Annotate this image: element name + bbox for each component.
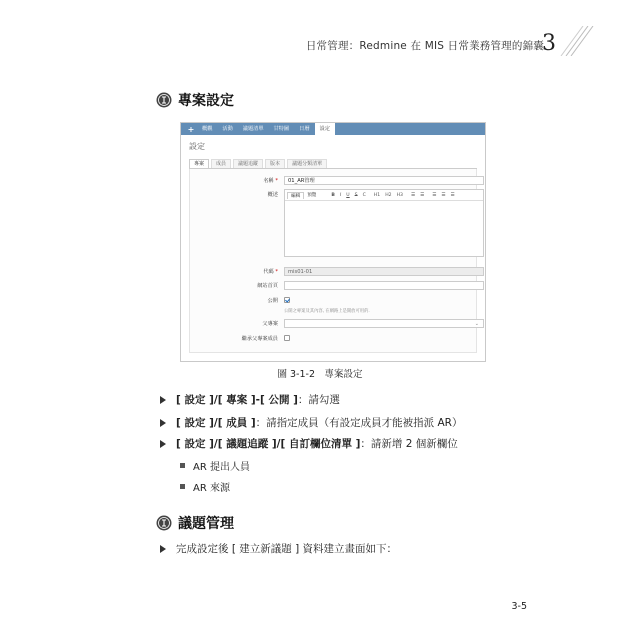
parent-project-select[interactable] [284,319,484,328]
public-hint: 公開之專案及其內容, 在網路上是開放可用的. [284,309,370,314]
section-heading-issue-management [156,513,234,533]
table-button[interactable]: ☰ [450,192,455,198]
description-editor[interactable] [284,189,484,257]
section-title: 議題管理 [178,516,234,532]
project-form [189,169,477,353]
parent-project-label: 父專案 [262,321,278,327]
bullet-item: 完成設定後 [ 建立新議題 ] 資料建立畫面如下： [160,541,397,556]
subtab-members[interactable]: 成員 [211,159,231,168]
tab-gantt[interactable]: 甘特圖 [273,126,290,132]
public-label: 公開 [267,298,278,304]
homepage-label: 網站首頁 [257,283,278,289]
section-heading-project-settings [156,90,234,110]
tab-settings[interactable]: 設定 [315,123,335,135]
h2-button[interactable]: H2 [385,192,392,198]
identifier-label: 代碼 * [263,269,278,275]
project-menu-bar [181,123,485,135]
settings-title: 設定 [189,142,205,151]
italic-button[interactable]: I [339,192,342,198]
ol-button[interactable]: ☰ [420,192,425,198]
triangle-bullet-icon [160,545,166,553]
subtab-versions[interactable]: 版本 [265,159,285,168]
h1-button[interactable]: H1 [373,192,381,198]
editor-toolbar [285,190,483,201]
strike-button[interactable]: S [354,192,358,198]
sub-bullet-item: AR 提出人員 [180,458,250,473]
triangle-bullet-icon [160,419,166,427]
inherit-members-checkbox[interactable] [284,335,290,341]
identifier-input: mis01-01 [284,267,484,276]
tab-calendar[interactable]: 日曆 [299,126,310,132]
triangle-bullet-icon [160,440,166,448]
chapter-number: 3 [542,31,556,56]
editor-tab-preview[interactable]: 預覽 [307,193,317,198]
tip-badge-icon [156,515,172,531]
settings-content [181,135,485,357]
triangle-bullet-icon [160,396,166,404]
bold-button[interactable]: B [331,192,335,198]
page-number: 3-5 [511,601,527,612]
bullet-item: [ 設定 ]/[ 議題追蹤 ]/[ 自訂欄位清單 ] ：請新增 2 個新欄位 [160,436,458,451]
sub-bullet-item: AR 來源 [180,479,230,494]
subtab-issue-tracking[interactable]: 議題追蹤 [233,159,263,168]
chevron-down-icon: ⌄ [474,321,479,327]
description-label: 概述 [267,192,278,198]
figure-caption: 圖 3-1-2 專案設定 [277,369,363,380]
bullet-item: [ 設定 ]/[ 成員 ] ：請指定成員（有設定成員才能被指派 AR） [160,415,462,430]
tip-badge-icon [156,92,172,108]
subtab-issue-categories[interactable]: 議題分類清單 [287,159,327,168]
editor-tab-edit[interactable]: 編輯 [287,192,304,199]
section-title: 專案設定 [178,93,234,109]
add-icon[interactable]: + [187,124,195,134]
square-bullet-icon [180,463,185,468]
redmine-screenshot [180,122,486,362]
subtab-project[interactable]: 專案 [189,159,209,168]
tab-issues[interactable]: 議題清單 [242,126,264,132]
name-label: 名稱 * [263,178,278,184]
h3-button[interactable]: H3 [396,192,403,198]
settings-subtabs [189,159,477,169]
running-header: 日常管理：Redmine 在 MIS 日常業務管理的錦囊 [305,40,544,52]
decorative-stripes [558,26,594,56]
square-bullet-icon [180,484,185,489]
quote-button[interactable]: ☰ [432,192,437,198]
pre-button[interactable]: ☰ [441,192,446,198]
ul-button[interactable]: ☰ [410,192,416,198]
name-input[interactable]: 01_AR管理 [284,176,484,185]
public-checkbox[interactable] [284,297,290,303]
code-button[interactable]: C [362,192,366,198]
tab-activity[interactable]: 活動 [222,126,233,132]
inherit-members-label: 繼承父專案成員 [241,336,278,342]
tab-overview[interactable]: 概觀 [202,126,213,132]
underline-button[interactable]: U [346,192,350,198]
homepage-input[interactable] [284,281,484,290]
bullet-item: [ 設定 ]/[ 專案 ]-[ 公開 ] ：請勾選 [160,392,340,407]
